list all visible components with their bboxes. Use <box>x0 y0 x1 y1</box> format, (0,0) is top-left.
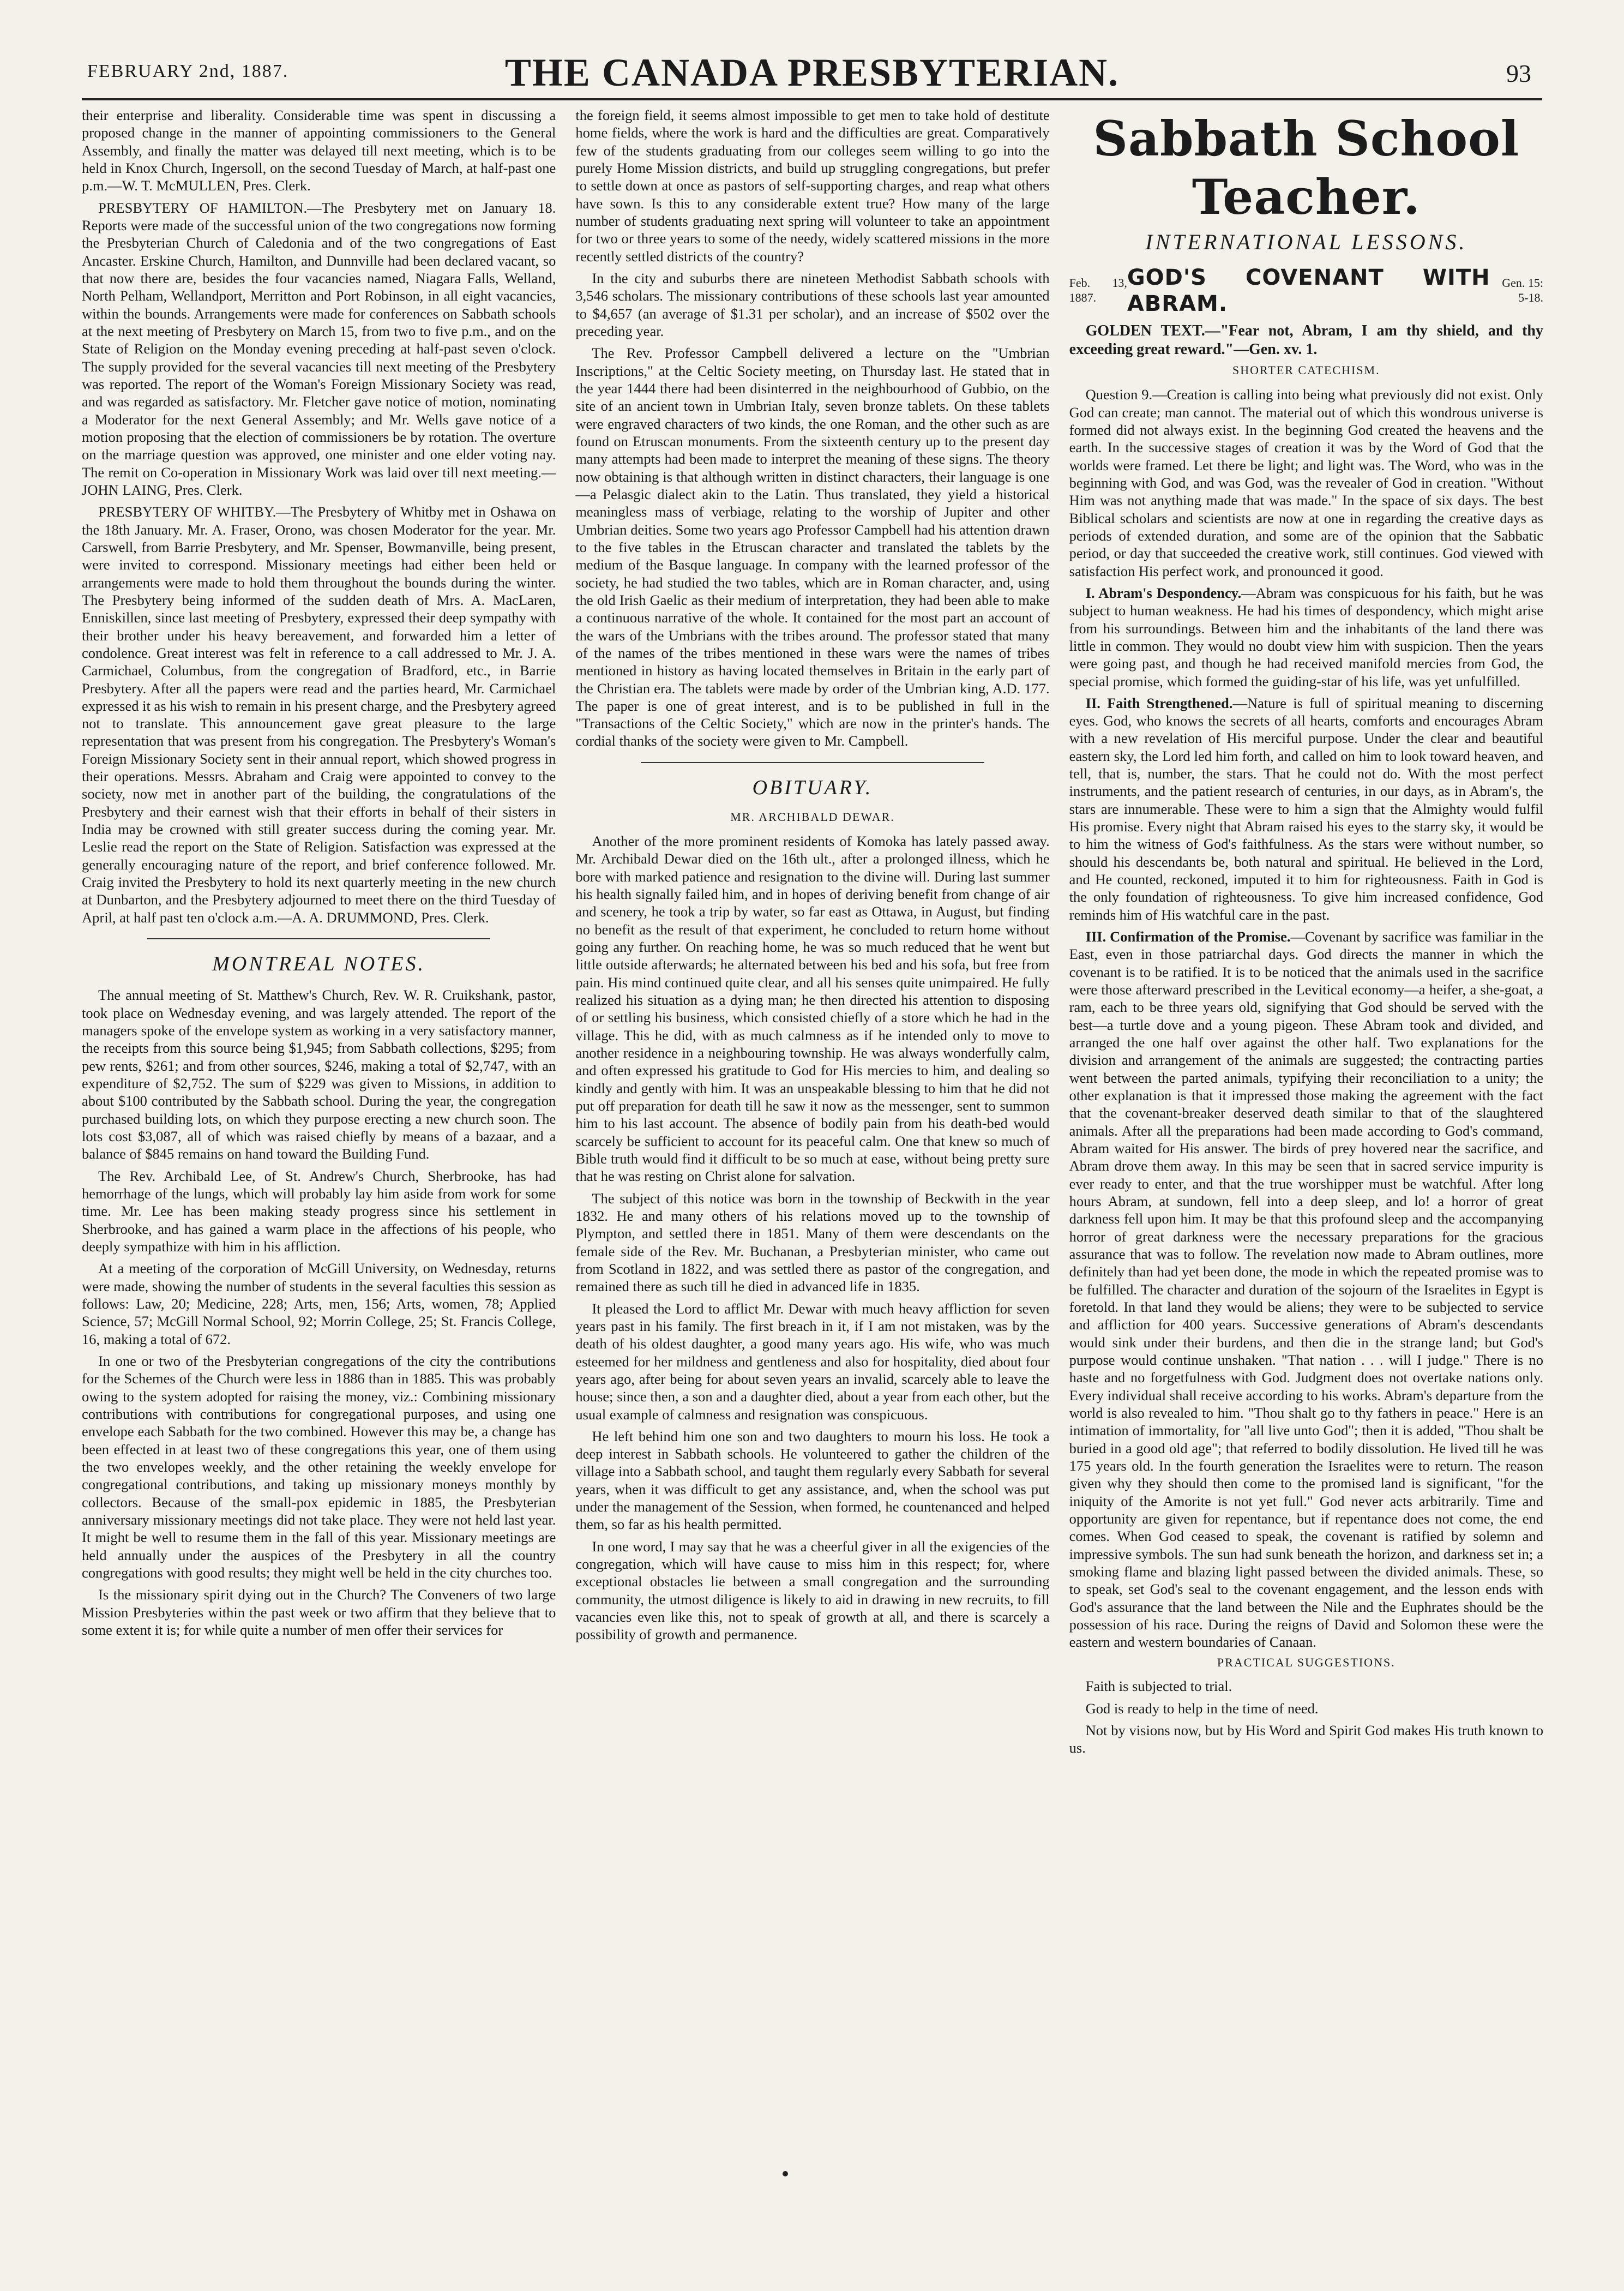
paragraph: In one word, I may say that he was a cheerful giver in all the exigencies of the congregation, which will have cause to miss him in this respect; for, where exceptional obstacles lie between a small congregation and the surrounding community, the utmost diligence is likely to aid in drawing in new recruits, to fill vacancies even like this, not to speak of growth at all, and there is scarcely a possibility of growth and permanence. <box>575 1538 1050 1643</box>
lesson-title: GOD'S COVENANT WITH ABRAM. <box>1127 265 1490 317</box>
paragraph: In one or two of the Presbyterian congregations of the city the contributions for the Schemes of the Church were less in 1886 than in 1885. This was probably owing to the system adopted for raising the money, viz.: Combining missionary contributions with contributions for congregational purposes, and using one envelope each Sabbath for the two combined. However this may be, a change has been effected in at least two of these congregations this year, one of them using the two envelopes weekly, and the other retaining the weekly envelope for congregational contributions, and taking up missionary moneys monthly by collectors. Because of the small-pox epidemic in 1885, the Presbyterian anniversary missionary meetings did not take place. They were not held last year. It might be well to resume them in the fall of this year. Missionary meetings are held annually under the auspices of the Presbytery in all the country congregations with good results; they might well be held in the city churches too. <box>82 1353 556 1581</box>
point-heading: III. Confirmation of the Promise. <box>1085 928 1291 945</box>
suggestion: God is ready to help in the time of need. <box>1085 1700 1319 1717</box>
column-3 <box>1069 106 1543 2234</box>
paragraph-whitby: PRESBYTERY OF WHITBY.—The Presbytery of Whitby met in Oshawa on the 18th January. Mr. A. Fraser, Orono, was chosen Moderator for the year. Mr. Carswell, from Barrie Presbytery, and Mr. Spenser, Bowmanville, being present, were invited to correspond. Missionary meetings had either been held or arrangements were made to hold them throughout the bounds during the winter. The Presbytery being informed of the sudden death of Mrs. A. MacLaren, Enniskillen, since last meeting of Presbytery, expressed their deep sympathy with their brother under his heavy bereavement, and forwarded him a letter of condolence. Great interest was felt in reference to a call addressed to Mr. J. A. Carmichael, Columbus, from the congregation of Bradford, etc., in Barrie Presbytery. After all the papers were read and the parties heard, Mr. Carmichael expressed it as his wish to remain in his present charge, and the Presbytery agreed not to translate. This announcement gave great pleasure to the large representation that was present from his congregation. The Presbytery's Woman's Foreign Missionary Society sent in their annual report, which showed progress in their operations. Messrs. Abraham and Craig were appointed to convey to the society, now met in another part of the building, the congratulations of the Presbytery and their earnest wish that their efforts in behalf of their sisters in India may be crowned with still greater success during the coming year. Mr. Leslie read the report on the State of Religion. Satisfaction was expressed at the generally encouraging nature of the report, and brief conference followed. Mr. Craig invited the Presbytery to hold its next quarterly meeting in the new church at Dunbarton, and the Presbytery adjourned to meet there on the third Tuesday of April, at half past ten o'clock a.m.—A. A. DRUMMOND, Pres. Clerk. <box>82 503 556 926</box>
paragraph: The Rev. Archibald Lee, of St. Andrew's Church, Sherbrooke, has had hemorrhage of the lungs, which will probably lay him aside from work for some time. Mr. Lee has been making steady progress since his settlement in Sherbrooke, and has gained a warm place in the affections of his people, who deeply sympathize with him in his affliction. <box>82 1167 556 1255</box>
column-1 <box>82 106 556 2234</box>
international-lessons-heading: INTERNATIONAL LESSONS. <box>1145 229 1467 254</box>
paragraph: The subject of this notice was born in the township of Beckwith in the year 1832. He and many others of his relations moved up to the township of Plympton, and settled there in 1851. Many of them were descendants on the female side of the Rev. Mr. Buchanan, a Presbyterian minister, who came out from Scotland in 1822, and was settled there as pastor of the congregation, and remained there as such till he died in advanced life in 1835. <box>575 1190 1050 1295</box>
practical-suggestions-heading: PRACTICAL SUGGESTIONS. <box>1217 1655 1396 1669</box>
column-2 <box>575 106 1049 2234</box>
point-heading: II. Faith Strengthened. <box>1085 694 1233 711</box>
paragraph: Another of the more prominent residents of Komoka has lately passed away. Mr. Archibald Dewar died on the 16th ult., after a prolonged illness, which he bore with marked patience and resignation to the divine will. During last summer his health signally failed him, and in hopes of deriving benefit from change of air and scenery, he took a trip by water, so far east as Ottawa, in August, but finding no benefit as the result of that experiment, he concluded to return home without going any further. On reaching home, he was so much reduced that he went but little outside afterwards; he alternated between his bed and his sofa, but free from pain. His mind continued quite clear, and all his senses quite unimpaired. He fully realized his situation as a dying man; he then directed his attention to disposing of or settling his business, which consisted chiefly of a store which he had in the village. This he did, with as much calmness as if he intended only to move to another residence in a neighbouring township. He was always wonderfully calm, and often expressed his gratitude to God for His mercies to him, and dealing so kindly and gently with him. It was an unspeakable blessing to him that he did not put off preparation for death till he saw it now as the messenger, sent to summon him to his last account. The absence of bodily pain from his death-bed would scarcely be sufficient to account for its peaceful calm. One that knew so much of Bible truth would find it difficult to be so much at ease, without being pretty sure that he was resting on Christ alone for salvation. <box>575 833 1050 1185</box>
paragraph-hamilton: PRESBYTERY OF HAMILTON.—The Presbytery met on January 18. Reports were made of the successful union of the two congregations now forming the Presbyterian Church of Caledonia and of the two congregations of East Ancaster. Erskine Church, Hamilton, and Dunnville had been declared vacant, so that now there are, besides the four vacancies named, Niagara Falls, Welland, North Pelham, Wellandport, Merritton and Port Robinson, in all eight vacancies, within the bounds. Arrangements were made for conferences on Sabbath schools at the next meeting of Presbytery on March 15, from two to five p.m., and on the State of Religion on the Monday evening preceding at half-past seven o'clock. The supply provided for the several vacancies till next meeting of the Presbytery was reported. The report of the Woman's Foreign Missionary Society was read, and was regarded as satisfactory. Mr. Fletcher gave notice of motion, nominating a Moderator for the next General Assembly; and Mr. Wells gave notice of a motion proposing that the election of commissioners be by rotation. The overture on the marriage question was approved, one minister and one elder voting nay. The remit on Co-operation in Missionary Work was laid over till next meeting.—JOHN LAING, Pres. Clerk. <box>82 199 556 498</box>
golden-text: GOLDEN TEXT.—"Fear not, Abram, I am thy shield, and thy exceeding great reward."—Gen. xv. 1. <box>1069 322 1543 358</box>
lesson-date: Feb. 13, 1887. <box>1069 276 1127 305</box>
lesson-scripture-ref: Gen. 15: 5-18. <box>1502 276 1543 305</box>
section-divider <box>641 762 984 763</box>
sabbath-school-heading: Sabbath School Teacher. <box>1093 110 1520 226</box>
suggestion: Not by visions now, but by His Word and Spirit God makes His truth known to us. <box>1069 1722 1543 1756</box>
paragraph: the foreign field, it seems almost impossible to get men to take hold of destitute home fields, where the work is hard and the difficulties are great. Comparatively few of the students graduating from our colleges seem willing to go into the purely Home Mission districts, and build up struggling congregations, but prefer to settle down at once as pastors of self-supporting charges, and reap what others have sown. Is this to any considerable extent true? How many of the large number of students graduating next spring will volunteer to take an appointment for two or three years to some of the needy, widely scattered missions in the more recently settled districts of the country? <box>575 107 1050 265</box>
issue-date: FEBRUARY 2nd, 1887. <box>87 61 289 81</box>
lesson-title-row <box>1069 265 1543 318</box>
paragraph: In the city and suburbs there are nineteen Methodist Sabbath schools with 3,546 scholars. The missionary contributions of these schools last year amounted to $4,657 (an average of $1.31 per scholar), and an increase of $502 over the preceding year. <box>575 269 1050 339</box>
paragraph <box>1069 928 1543 1651</box>
paragraph: Question 9.—Creation is calling into being what previously did not exist. Only God can create; man cannot. The material out of which this wondrous universe is formed did not always exist. In the beginning God created the heavens and the earth. In the successive stages of creation it was by the Word of God that the worlds were framed. Let there be light; and light was. The Word, who was in the beginning with God, and was God, was the revealer of God in creation. "Without Him was not anything made that was made." In the space of six days. The best Biblical scholars and scientists are now at one in regarding the creative days as periods of extended duration, and some are of the opinion that the Sabbatic period, or day that succeeded the creative work, still continues. God viewed with satisfaction His perfect work, and pronounced it good. <box>1069 386 1543 579</box>
paragraph <box>1069 584 1543 690</box>
paragraph: The Rev. Professor Campbell delivered a lecture on the "Umbrian Inscriptions," at the Celtic Society meeting, on Thursday last. He stated that in the year 1444 there had been disinterred in the neighbourhood of Gubbio, on the site of an ancient town in Umbrian Italy, seven bronze tablets. On these tablets were engraved characters of two kinds, the one Roman, and the other such as are found on Etruscan monuments. From the sixteenth century up to the present day many attempts had been made to interpret the meaning of these signs. The theory now obtaining is that although written in distinct characters, their language is one—a Pelasgic dialect akin to the Latin. Thus translated, they yield a historical meaningless mass of verbiage, relating to the worship of Jupiter and other Umbrian deities. Some two years ago Professor Campbell had his attention drawn to the five tables in the Etruscan character and translated the tablets by the medium of the Basque language. In company with the learned professor of the society, he had studied the two tables, which are in Roman character, and, using the old Irish Gaelic as their medium of interpretation, they had been able to make a continuous narrative of the whole. It contained for the most part an account of the wars of the Umbrians with the tribes around. The professor stated that many of the names of the tribes mentioned in these wars were the names of tribes mentioned in history as having located themselves in Britain in the early part of the Christian era. The tablets were made by order of the Umbrian king, A.D. 177. The paper is one of great interest, and is to be published in full in the "Transactions of the Celtic Society," which are now in the printer's hands. The cordial thanks of the society were given to Mr. Campbell. <box>575 345 1050 749</box>
paragraph: It pleased the Lord to afflict Mr. Dewar with much heavy affliction for seven years past in his family. The first breach in it, if I am not mistaken, was by the death of his oldest daughter, a good many years ago. His wife, who was much esteemed for her mildness and gentleness and also for hospitality, died about four years ago, after being for about seven years an invalid, scarcely able to leave the house; since then, a son and a daughter died, about a year from each other, but the usual example of calmness and resignation was conspicuous. <box>575 1300 1050 1423</box>
paragraph: He left behind him one son and two daughters to mourn his loss. He took a deep interest in Sabbath schools. He volunteered to gather the children of the village into a Sabbath school, and taught them regularly every Sabbath for several years, when it was difficult to get any assistance, and, when the school was put under the management of the Session, when formed, he countenanced and helped them, so far as his health permitted. <box>575 1428 1050 1533</box>
paragraph <box>1069 694 1543 923</box>
montreal-notes-heading: MONTREAL NOTES. <box>212 952 426 976</box>
obituary-heading: OBITUARY. <box>752 776 873 799</box>
section-divider <box>147 938 490 939</box>
masthead-title: THE CANADA PRESBYTERIAN. <box>504 51 1120 94</box>
page-header <box>82 38 1542 100</box>
suggestion: Faith is subjected to trial. <box>1085 1678 1232 1695</box>
obituary-subject: MR. ARCHIBALD DEWAR. <box>730 810 895 824</box>
point-text: —Covenant by sacrifice was familiar in the East, even in those patriarchal days. God directs the manner in which the covenant is to be ratified. It is to be noticed that the animals used in the sacrifice were those afterward prescribed in the Levitical economy—a heifer, a she-goat, a ram, each to be three years old, signifying that God should be served with the best—a turtle dove and a young pigeon. These Abram took and divided, and arranged the one half over against the other half. Two explanations for the division and arrangement of the animals are suggested; the contracting parties went between the parted animals, typifying their reconciliation to a unity; the other explanation is that it impressed those making the agreement with the fact that the covenant-breaker deserved death similar to that of the slaughtered animals. After all the preparations had been made according to God's command, Abram waited for His answer. The birds of prey hovered near the sacrifice, and Abram drove them away. In this may be seen that in sacred service impurity is ever ready to enter, and that the true worshipper must be watchful. After long hours Abram, at sundown, fell into a deep sleep, and lo! a horror of great darkness fell upon him. It may be that this profound sleep and the accompanying horror of great darkness were the necessary preparations for the gracious assurance that was to follow. The revelation now made to Abram outlines, more definitely than had yet been done, the mode in which the repeated promise was to be fulfilled. The character and duration of the sojourn of the Israelites in Egypt is foretold. In that land they would be aliens; they were to be subjected to service and affliction for 400 years. Successive generations of Abram's descendants would sink under their burdens, and then die in the strange land; but God's purpose would continue unshaken. "That nation . . . will I judge." There is no haste and no forgetfulness with God. Judgment does not overtake nations only. Every individual shall receive according to his works. Abram's departure from the world is also revealed to him. "Thou shalt go to thy fathers in peace." Here is an intimation of immortality, for "all live unto God"; then it is added, "Thou shalt be buried in a good old age"; that referred to bodily dissolution. He lived till he was 175 years old. In the fourth generation the Israelites were to return. The reason given why they should then come to the promised land is significant, "for the iniquity of the Amorite is not yet full." God never acts arbitrarily. Time and opportunity are given for repentance, but if repentance does not come, the end comes. When God ceased to speak, the covenant is ratified by solemn and impressive symbols. The sun had sunk beneath the horizon, and darkness set in; a smoking flame and blazing light passed between the divided animals. These, so to speak, set God's seal to the covenant engagement, and the lesson ends with God's assurance that the land between the Nile and the Euphrates should be the possession of his race. During the reigns of David and Solomon these were the eastern and western boundaries of Canaan. <box>1069 928 1543 1651</box>
ink-dot <box>783 2171 788 2176</box>
paragraph: The annual meeting of St. Matthew's Church, Rev. W. R. Cruikshank, pastor, took place on Wednesday evening, and was largely attended. The report of the managers spoke of the envelope system as working in a very satisfactory manner, the receipts from this source being $1,945; from Sabbath collections, $295; from pew rents, $261; and from other sources, $246, making a total of $2,747, with an expenditure of $2,752. The sum of $229 was given to Missions, in addition to about $100 contributed by the Sabbath school. During the year, the congregation purchased building lots, on which they purpose erecting a new church soon. The lots cost $3,087, all of which was raised chiefly by means of a bazaar, and a balance of $845 remains on hand toward the Building Fund. <box>82 987 556 1162</box>
paragraph: their enterprise and liberality. Considerable time was spent in discussing a proposed change in the manner of appointing commissioners to the General Assembly, and finally the matter was delayed till next meeting, which is to be held in Knox Church, Ingersoll, on the second Tuesday of March, at half-past one p.m.—W. T. McMULLEN, Pres. Clerk. <box>82 107 556 194</box>
paragraph: Is the missionary spirit dying out in the Church? The Conveners of two large Mission Presbyteries within the past week or two affirm that they believe that to some extent it is; for while quite a number of men offer their services for <box>82 1586 556 1638</box>
article-columns <box>82 106 1543 2234</box>
point-text: —Nature is full of spiritual meaning to discerning eyes. God, who knows the secrets of all hearts, comforts and encourages Abram with a new revelation of His merciful purpose. Under the clear and beautiful eastern sky, the Lord led him forth, and called on him to look toward heaven, and tell, that is, number, the stars. That he could not do. With the most perfect instruments, and the patient research of centuries, in our days, as in Abram's, the stars are innumerable. These were to him a sign that the Almighty would fulfil His promise. Every night that Abram raised his eyes to the starry sky, it would be to him the witness of God's faithfulness. As the stars were without number, so should his descendants be, both natural and spiritual. He believed in the Lord, and He counted, reckoned, imputed it to him for righteousness. Faith in God is the only foundation of righteousness. To give him increased confidence, God reminds him of His watchful care in the past. <box>1069 694 1543 923</box>
page-number: 93 <box>1506 59 1531 87</box>
point-text: —Abram was conspicuous for his faith, but he was subject to human weakness. He had his times of despondency, which might arise from his surroundings. Between him and the inhabitants of the land there was little in common. They would no doubt view him with suspicion. Then the years were going past, and though he had received manifold mercies from God, the special promise, which formed the guiding-star of his life, was yet unfulfilled. <box>1069 584 1543 689</box>
point-heading: I. Abram's Despondency. <box>1085 584 1242 601</box>
shorter-catechism-heading: SHORTER CATECHISM. <box>1232 363 1380 377</box>
paragraph: At a meeting of the corporation of McGill University, on Wednesday, returns were made, showing the number of students in the several faculties this session as follows: Law, 20; Medicine, 228; Arts, men, 156; Arts, women, 78; Applied Science, 57; McGill Normal School, 92; Morrin College, 25; St. Francis College, 16, making a total of 672. <box>82 1260 556 1347</box>
